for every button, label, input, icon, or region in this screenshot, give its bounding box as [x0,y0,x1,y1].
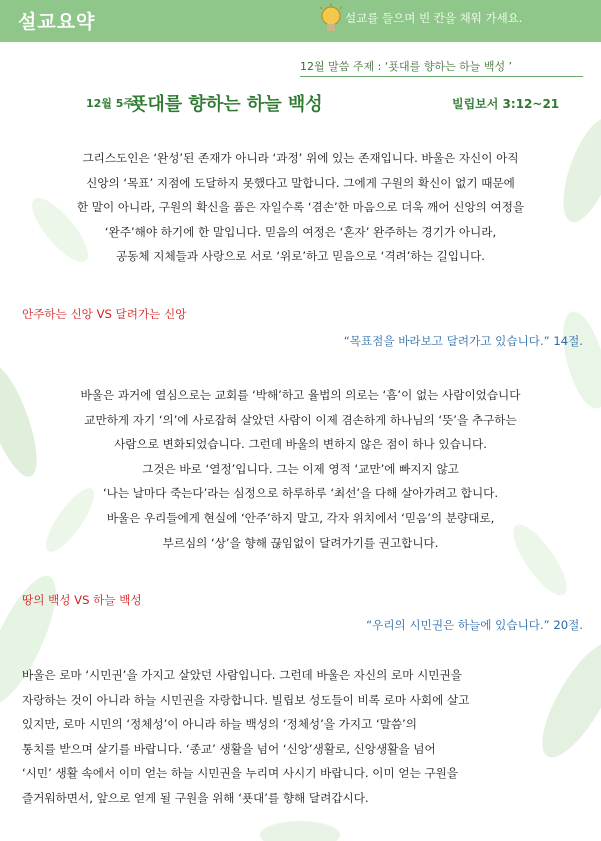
section1-line: 교만하게 자기 ‘의’에 사로잡혀 살았던 사람이 이제 겸손하게 하나님의 ‘뜻’을 추구하는 [84,412,517,427]
section1-line: 바울은 우리들에게 현실에 ‘안주’하지 말고, 각자 위치에서 ‘믿음’의 분량대로, [106,510,495,525]
intro-line: 공동체 지체들과 사랑으로 서로 ‘위로’하고 믿음으로 ‘격려’하는 길입니다. [115,249,485,264]
intro-paragraph [18,146,583,269]
header-bar [0,0,601,42]
section2-heading: 땅의 백성 VS 하늘 백성 [22,593,142,607]
section1-line: 바울은 과거에 열심으로는 교회를 ‘박해’하고 율법의 의로는 ‘흠’이 없는 사람이었습니다 [80,388,521,402]
section1-verse: “목표점을 바라보고 달려가고 있습니다.” 14절. [343,334,583,348]
section2-line: 바울은 로마 ‘시민권’을 가지고 살았던 사람입니다. 그런데 바울은 자신의 로마 시민권을 [22,668,462,682]
week-label: 12월 5주 [86,97,135,110]
monthly-theme: 12월 말씀 주제 : ‘푯대를 향하는 하늘 백성 ’ [300,60,513,73]
intro-line: ‘완주’해야 하기에 한 말입니다. 믿음의 여정은 ‘혼자’ 완주하는 경기가 아니라, [104,224,497,239]
section2-paragraph [22,663,582,811]
header-tagline: 설교를 들으며 빈 칸을 채워 가세요. [345,11,523,25]
section2-verse: “우리의 시민권은 하늘에 있습니다.” 20절. [366,618,583,632]
theme-underline [300,76,583,77]
scripture-reference: 빌립보서 3:12~21 [452,97,560,111]
section2-line: 있지만, 로마 시민의 ‘정체성’이 아니라 하늘 백성의 ‘정체성’을 가지고 ‘말씀’의 [22,717,417,732]
section2-line: ‘시민’ 생활 속에서 이미 얻는 하늘 시민권을 누리며 사시기 바랍니다. 이미 얻는 구원을 [22,766,459,781]
section1-heading: 안주하는 신앙 VS 달려가는 신앙 [22,307,187,321]
header-title: 설교요약 [18,11,96,33]
sermon-title: 푯대를 향하는 하늘 백성 [130,94,323,115]
section1-line: 부르심의 ‘상’을 향해 끊임없이 달려가기를 권고합니다. [162,535,439,550]
intro-line: 한 말이 아니라, 구원의 확신을 품은 자일수록 ‘겸손’한 마음으로 더욱 깨어 신앙의 여정을 [76,200,525,215]
intro-line: 신앙의 ‘목표’ 지점에 도달하지 못했다고 말합니다. 그에게 구원의 확신이 없기 때문에 [86,175,515,190]
section2-line: 통치를 받으며 살기를 바랍니다. ‘종교’ 생활을 넘어 ‘신앙’생활로, 신앙생활을 넘어 [22,741,436,756]
section1-line: 사람으로 변화되었습니다. 그런데 바울의 변하지 않은 점이 하나 있습니다. [114,437,487,452]
intro-line: 그리스도인은 ‘완성’된 존재가 아니라 ‘과정’ 위에 있는 존재입니다. 바울은 자신이 아직 [82,151,519,165]
lightbulb-icon [318,3,344,43]
section1-line: 그것은 바로 ‘열정’입니다. 그는 이제 영적 ‘교만’에 빠지지 않고 [142,461,459,476]
section1-paragraph [18,383,583,555]
section2-line: 즐거워하면서, 앞으로 얻게 될 구원을 위해 ‘푯대’를 향해 달려갑시다. [22,790,369,805]
section1-line: ‘나는 날마다 죽는다’라는 심정으로 하루하루 ‘최선’을 다해 살아가려고 합니다. [102,486,499,501]
section2-line: 자랑하는 것이 아니라 하늘 시민권을 자랑합니다. 빌립보 성도들이 비록 로마 사회에 살고 [22,692,470,707]
